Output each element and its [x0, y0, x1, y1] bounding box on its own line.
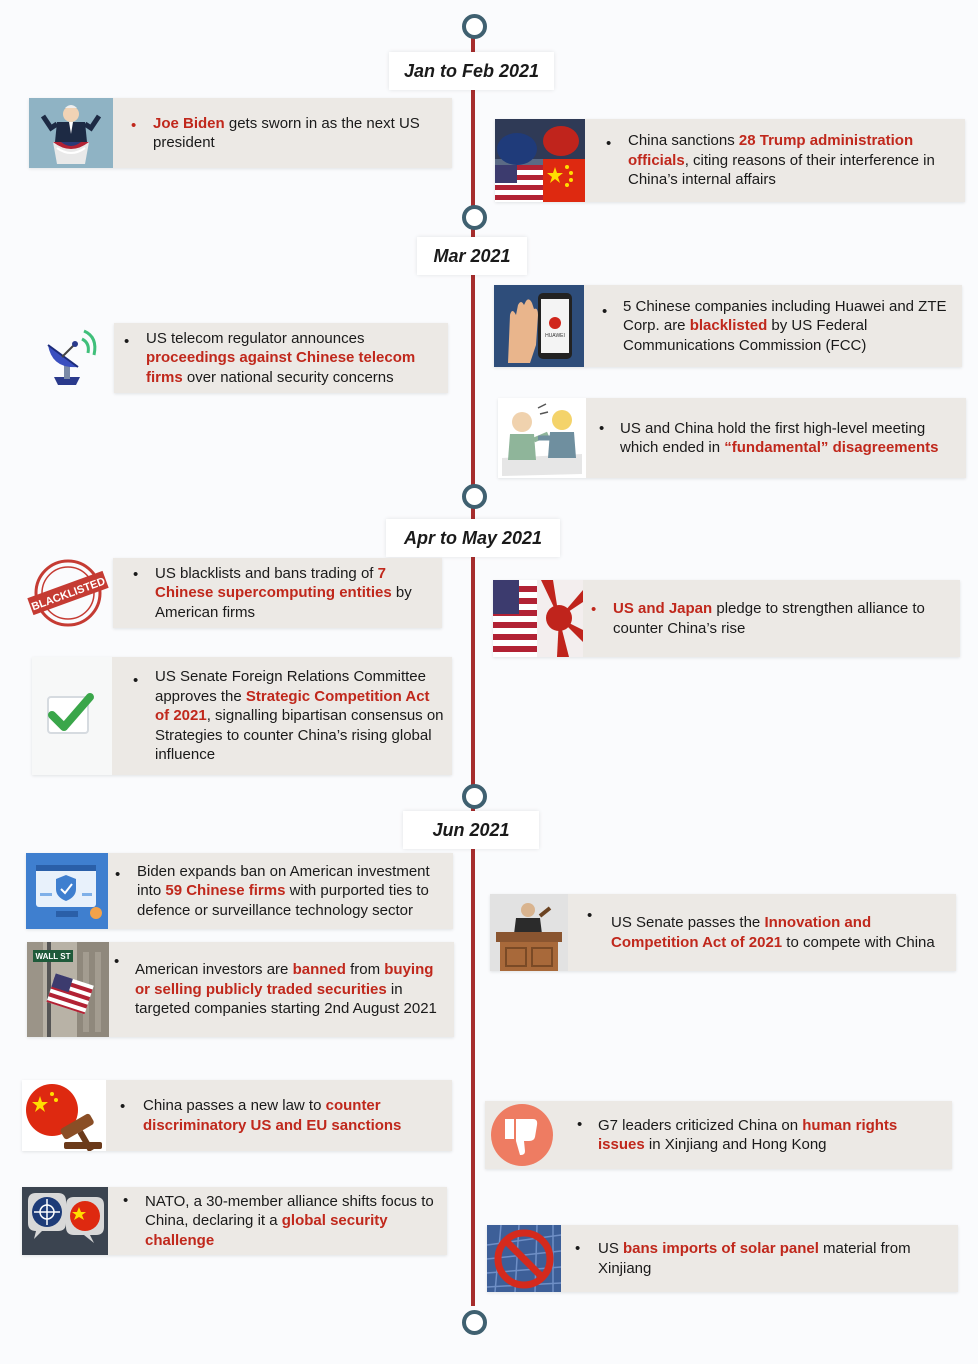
- bullet: •: [575, 1240, 581, 1257]
- security-screen-image: [26, 853, 108, 929]
- bullet: •: [606, 135, 612, 152]
- judge-gavel-image: [490, 894, 568, 971]
- period-label-apr-may: Apr to May 2021: [386, 519, 560, 557]
- bullet: •: [577, 1116, 583, 1133]
- bullet: •: [124, 333, 130, 350]
- event-text: NATO, a 30-member alliance shifts focus to China, declaring it a global security challenge: [145, 1192, 434, 1249]
- period-label-jun: Jun 2021: [403, 811, 539, 849]
- period-label-mar: Mar 2021: [417, 237, 527, 275]
- banned-solar-panel-image: [487, 1225, 561, 1292]
- bullet: •: [587, 907, 593, 924]
- checkmark-image: [32, 657, 112, 775]
- event-text: G7 leaders criticized China on human rights issues in Xinjiang and Hong Kong: [598, 1116, 898, 1153]
- event-card-china-sanctions: [495, 119, 965, 202]
- bullet: •: [114, 953, 120, 970]
- us-japan-flags-image: [493, 580, 583, 657]
- timeline-node: [462, 205, 487, 230]
- event-card-meeting: [498, 398, 966, 478]
- arguing-men-image: [498, 398, 586, 478]
- event-text: American investors are banned from buying or selling publicly traded securities in targeted companies starting 2nd August 2021: [135, 961, 437, 1018]
- bullet: •: [123, 1192, 129, 1209]
- event-text: China passes a new law to counter discriminatory US and EU sanctions: [143, 1097, 402, 1134]
- event-text: Biden expands ban on American investment into 59 Chinese firms with purported ties to defence or surveillance technology sector: [137, 862, 430, 919]
- stamp-label: BLACKLISTED: [29, 575, 108, 614]
- bullet: •: [131, 117, 137, 134]
- blacklisted-stamp-icon: [26, 558, 112, 628]
- event-card-china-law: [22, 1080, 452, 1151]
- wall-street-sign-label: WALL ST: [35, 952, 71, 961]
- event-card-telecom: [114, 323, 448, 393]
- timeline-node: [462, 784, 487, 809]
- bullet: •: [599, 420, 605, 437]
- event-text: 5 Chinese companies including Huawei and ZTE Corp. are blacklisted by US Federal Communications Commission (FCC): [623, 297, 947, 354]
- event-card-supercomputing: [113, 558, 442, 628]
- timeline-node: [462, 484, 487, 509]
- wall-street-image: [27, 942, 109, 1037]
- bullet: •: [120, 1098, 126, 1115]
- event-card-strategic-act: [32, 657, 452, 775]
- event-card-solar: [487, 1225, 958, 1292]
- bullet: •: [115, 866, 121, 883]
- event-card-huawei: [494, 285, 962, 367]
- nato-china-bubbles-image: [22, 1187, 108, 1255]
- event-card-investment-ban: [26, 853, 453, 929]
- event-card-g7: [485, 1101, 952, 1169]
- bullet: •: [133, 566, 139, 583]
- thumbs-down-icon: [489, 1101, 555, 1169]
- satellite-dish-icon: [40, 327, 106, 389]
- event-text: US telecom regulator announces proceedings against Chinese telecom firms over national security concerns: [146, 329, 416, 386]
- event-text: Joe Biden gets sworn in as the next US president: [153, 114, 420, 151]
- event-text: US bans imports of solar panel material from Xinjiang: [598, 1240, 911, 1277]
- event-text: US blacklists and bans trading of 7 Chinese supercomputing entities by American firms: [155, 564, 412, 621]
- china-gavel-image: [22, 1080, 106, 1151]
- event-text: China sanctions 28 Trump administration officials, citing reasons of their interference in China’s internal affairs: [628, 132, 935, 189]
- event-card-japan: [493, 580, 960, 657]
- biden-podium-image: [29, 98, 113, 168]
- event-text: US and Japan pledge to strengthen alliance to counter China’s rise: [613, 600, 925, 637]
- timeline-node: [462, 1310, 487, 1335]
- hand-phone-image: [494, 285, 584, 367]
- phone-brand-label: HUAWEI: [545, 333, 565, 339]
- event-card-innovation-act: [490, 894, 956, 971]
- bullet: •: [602, 303, 608, 320]
- timeline-node: [462, 14, 487, 39]
- bullet: •: [133, 672, 139, 689]
- event-text: US Senate Foreign Relations Committee approves the Strategic Competition Act of 2021, signalling bipartisan consensus on Strategies to counter China’s rising global influence: [155, 668, 444, 764]
- boxing-flags-image: [495, 119, 585, 202]
- event-text: US Senate passes the Innovation and Competition Act of 2021 to compete with China: [611, 914, 935, 951]
- event-text: US and China hold the first high-level meeting which ended in “fundamental” disagreements: [620, 419, 939, 456]
- event-card-securities: [27, 942, 454, 1037]
- event-card-biden-sworn: [29, 98, 452, 168]
- period-label-jan-feb: Jan to Feb 2021: [389, 52, 554, 90]
- event-card-nato: [22, 1187, 447, 1255]
- bullet: •: [591, 601, 597, 618]
